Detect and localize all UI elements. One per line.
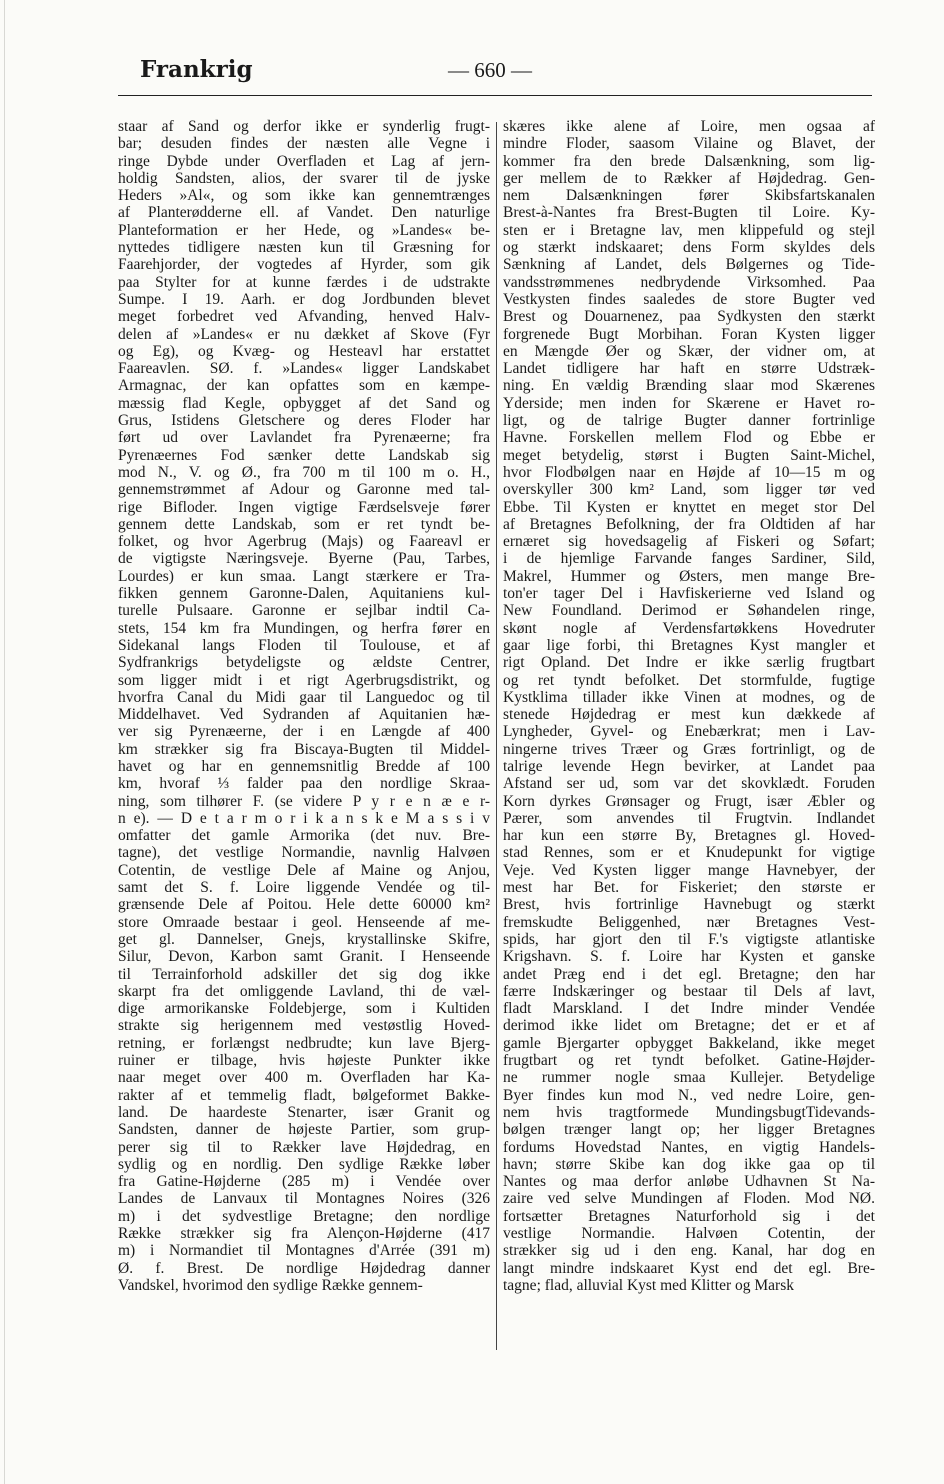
section-title: Frankrig: [140, 56, 253, 83]
text-line: Havne. Forskellen mellem Flod og Ebbe er: [503, 429, 875, 447]
text-line: Grus, Istidens Gletschere og deres Floder har: [118, 412, 490, 430]
text-line: Armagnac, der kan opfattes som en kæmpe-: [118, 377, 490, 395]
text-line: Lourdes) er kun smaa. Langt stærkere er Tra-: [118, 567, 490, 585]
text-line: meget forbedret ved Afvanding, henved Halv-: [118, 308, 490, 326]
text-line: tagne), det vestlige Normandie, navnlig Halvøen: [118, 844, 490, 862]
text-line: fremskudte Beliggenhed, nær Bretagnes Vest-: [503, 913, 875, 931]
text-line: Vestkysten findes saaledes de store Bugter ved: [503, 290, 875, 308]
text-line: talrige levende Hegn bevirker, at Landet paa: [503, 757, 875, 775]
text-line: Pyrenæernes Fod sænker dette Landskab sig: [118, 446, 490, 464]
text-line: ført ud over Lavlandet fra Pyrenæerne; fra: [118, 429, 490, 447]
text-line: store Omraade bestaar i geol. Henseende af me-: [118, 913, 490, 931]
text-line: mod N., V. og Ø., fra 700 m til 100 m o. H.,: [118, 463, 490, 481]
left-text-column: [118, 118, 490, 1350]
text-line: omfatter det gamle Armorika (det nuv. Bre-: [118, 827, 490, 845]
text-line: gamle Bjergarter opbygget Bakkeland, ikke meget: [503, 1034, 875, 1052]
text-line: staar af Sand og derfor ikke er synderlig frugt-: [118, 118, 490, 135]
text-line: fra Gatine-Højderne (285 m) i Vendée over: [118, 1173, 490, 1191]
text-line: ning, som tilhører F. (se videre P y r e n æ e r-: [118, 792, 490, 810]
text-line: Nantes og maa derfor anløbe Udhavnen St Na-: [503, 1173, 875, 1191]
text-line: Ebbe. Til Kysten er knyttet en meget stor Del: [503, 498, 875, 516]
text-line: mest har Bet. for Fiskeriet; den største er: [503, 879, 875, 897]
text-line: havn; større Skibe kan dog ikke gaa op til: [503, 1155, 875, 1173]
text-line: som ligger midt i et rigt Agerbrugsdistrikt, og: [118, 671, 490, 689]
text-line: og Eg), og Kvæg- og Hesteavl har erstattet: [118, 342, 490, 360]
text-line: til Terrainforhold adskiller det sig dog ikke: [118, 965, 490, 983]
text-line: skønt nogle af Verdensfartøkkens Hovedruter: [503, 619, 875, 637]
text-line: ringe Dybde under Overfladen et Lag af jern-: [118, 152, 490, 170]
text-line: tagne; flad, alluvial Kyst med Klitter og Marsk: [503, 1276, 794, 1294]
text-line: Landet tidligere har haft en større Udstræk-: [503, 360, 875, 378]
text-line: zaire ved selve Mundingen af Floden. Mod NØ.: [503, 1190, 875, 1208]
text-line: Kystklima tillader ikke Vinen at modnes, og de: [503, 688, 875, 706]
text-line: Faareavlen. SØ. f. »Landes« ligger Landskabet: [118, 360, 490, 378]
text-line: bølgen trænger langt op; her ligger Bretagnes: [503, 1121, 875, 1139]
text-line: Krigshavn. S. f. Loire har Kysten et ganske: [503, 948, 875, 966]
text-line: Sænkning af Landet, dels Bølgernes og Tide-: [503, 256, 875, 274]
page-number: — 660 —: [448, 58, 532, 82]
text-line: kommer fra den brede Dalsænkning, som lig-: [503, 152, 875, 170]
text-line: rigt Opland. Det Indre er ikke særlig frugtbart: [503, 654, 875, 672]
text-line: Sandsten, danner de højeste Partier, som grup-: [118, 1121, 490, 1139]
text-line: get gl. Dannelser, Gnejs, krystallinske Skifre,: [118, 930, 490, 948]
text-line: strakte sig herigennem med vestøstlig Hoved-: [118, 1017, 490, 1035]
text-line: perer sig til to Rækker lave Højdedrag, en: [118, 1138, 490, 1156]
text-line: overskyller 300 km² Land, som ligger tør ved: [503, 481, 875, 499]
text-line: frugtbart og ret tyndt befolket. Gatine-Højder-: [503, 1052, 875, 1070]
text-line: ernæret sig hovedsagelig af Fiskeri og Søfart;: [503, 533, 875, 551]
text-line: Afstand ser ud, som var det skovklædt. Foruden: [503, 775, 875, 793]
text-line: grænsende Dele af Poitou. Hele dette 60000 km²: [118, 896, 490, 914]
text-line: Sydfrankrigs betydeligste og ældste Centrer,: [118, 654, 490, 672]
text-line: gaar lige forbi, thi Bretagnes Kyst mangler et: [503, 636, 875, 654]
text-line: Række strækker sig fra Alençon-Højderne (417: [118, 1225, 490, 1242]
text-line: New Foundland. Derimod er Søhandelen ringe,: [503, 602, 875, 620]
text-line: mindre Floder, saasom Vilaine og Blavet, der: [503, 135, 875, 153]
text-line: sydlig og en nordlig. Den sydlige Række løber: [118, 1155, 490, 1173]
right-text-column: [503, 118, 875, 1350]
text-line: Cotentin, de vestlige Dele af Maine og Anjou,: [118, 861, 490, 879]
text-line: havet og har en gennemsnitlig Bredde af 100: [118, 757, 490, 775]
text-line: m) i det sydvestlige Bretagne; den nordlige: [118, 1207, 490, 1225]
text-line: folket, og hvor Agerbrug (Majs) og Faareavl er: [118, 533, 490, 551]
text-line: Brest-à-Nantes fra Brest-Bugten til Loire. Ky-: [503, 204, 875, 222]
text-line: nem hvis tragtformede MundingsbugtTidevands-: [503, 1103, 875, 1121]
text-line: Landes de Lanvaux til Montagnes Noires (326: [118, 1190, 490, 1208]
text-line: skæres ikke alene af Loire, men ogsaa af: [503, 118, 875, 135]
text-line: vestlige Normandie. Halvøen Cotentin, der: [503, 1225, 875, 1242]
text-line: ger mellem de to Rækker af Højdedrag. Gen-: [503, 169, 875, 187]
text-line: de vigtigste Næringsveje. Byerne (Pau, Tarbes,: [118, 550, 490, 568]
text-line: samt det S. f. Loire liggende Vendée og til-: [118, 879, 490, 897]
text-line: Makrel, Hummer og Østers, men mange Bre-: [503, 567, 875, 585]
text-line: dige armorikanske Foldebjerge, som i Kultiden: [118, 1000, 490, 1018]
text-line: stenede Højdedrag er mest kun dækkede af: [503, 706, 875, 724]
text-line: strækker sig ud i den eng. Kanal, har dog en: [503, 1242, 875, 1260]
text-line: af Planterødderne ell. af Vandet. Den naturlige: [118, 204, 490, 222]
text-line: gennemstrømmet af Adour og Garonne med tal-: [118, 481, 490, 499]
text-line: fladt Marskland. I det Indre minder Vendée: [503, 1000, 875, 1018]
text-line: Lyngheder, Gyvel- og Enebærkrat; men i Lav-: [503, 723, 875, 741]
text-line: en Mængde Øer og Skær, der vidner om, at: [503, 342, 875, 360]
text-line: ton'er tager Del i Havfiskerierne ved Island og: [503, 585, 875, 603]
text-line: Planteformation er her Hede, og »Landes« be-: [118, 221, 490, 239]
text-line: Heders »Al«, og som ikke kan gennemtrænges: [118, 187, 490, 205]
text-line: langt mindre indskaaret Kyst end det egl. Bre-: [503, 1259, 875, 1277]
text-line: Brest, hvis fortrinlige Havnebugt og stærkt: [503, 896, 875, 914]
text-line: Yderside; men inden for Skærene er Havet ro-: [503, 394, 875, 412]
scan-edge: [4, 0, 5, 1484]
text-line: retning, er forlængst nedbrudte; kun lave Bjerg-: [118, 1034, 490, 1052]
text-line: Middelhavet. Ved Sydranden af Aquitanien hæ-: [118, 706, 490, 724]
column-divider: [496, 122, 497, 1350]
text-line: vandsstrømmenes nedbrydende Virksomhed. Paa: [503, 273, 875, 291]
text-line: fikken gennem Garonne-Dalen, Aquitaniens kul-: [118, 585, 490, 603]
text-line: Korn dyrkes Grønsager og Frugt, især Æbler og: [503, 792, 875, 810]
text-line: forgrenede Bugt Morbihan. Foran Kysten ligger: [503, 325, 875, 343]
text-line: turelle Pulsaare. Garonne er sejlbar indtil Ca-: [118, 602, 490, 620]
text-line: derimod ikke lidet om Bretagne; det er et af: [503, 1017, 875, 1035]
text-line: n e). — D e t a r m o r i k a n s k e M a s s i v: [118, 809, 490, 827]
text-line: Sidekanal langs Floden til Toulouse, et af: [118, 636, 490, 654]
text-line: holdig Sandsten, alios, der svarer til de jyske: [118, 169, 490, 187]
text-line: Byer findes kun mod N., ved nedre Loire, gen-: [503, 1086, 875, 1104]
text-line: stets, 154 km fra Mundingen, og herfra fører en: [118, 619, 490, 637]
text-line: m) i Normandiet til Montagnes d'Arrée (391 m): [118, 1242, 490, 1260]
text-line: stad Rennes, som er et Knudepunkt for vigtige: [503, 844, 875, 862]
text-line: sten er i Bretagne lav, men klippefuld og stejl: [503, 221, 875, 239]
text-line: Silur, Devon, Karbon samt Granit. I Henseende: [118, 948, 490, 966]
text-line: Vandskel, hvorimod den sydlige Række gennem-: [118, 1276, 423, 1294]
text-line: rakter af et temmelig fladt, bølgeformet Bakke-: [118, 1086, 490, 1104]
text-line: gennem dette Landskab, som er ret tyndt be-: [118, 515, 490, 533]
text-line: ningerne trives Træer og Græs fortrinligt, og de: [503, 740, 875, 758]
text-line: andet Præg end i det egl. Bretagne; den har: [503, 965, 875, 983]
text-line: ver sig Pyrenæerne, der i en Længde af 400: [118, 723, 490, 741]
header-rule: [118, 95, 872, 96]
page-header: [0, 0, 944, 96]
text-line: km, hvoraf ⅓ falder paa den nordlige Skraa-: [118, 775, 490, 793]
text-line: Faarehjorder, der vogtedes af Hyrder, som gik: [118, 256, 490, 274]
text-line: km strækker sig fra Biscaya-Bugten til Middel-: [118, 740, 490, 758]
text-line: ruiner er tilbage, hvis højeste Punkter ikke: [118, 1052, 490, 1070]
text-line: nyttedes tidligere næsten kun til Græsning for: [118, 239, 490, 257]
text-line: i de hjemlige Farvande fanges Sardiner, Sild,: [503, 550, 875, 568]
text-line: rige Bifloder. Ingen vigtige Færdselsveje fører: [118, 498, 490, 516]
text-line: delen af »Landes« er nu dækket af Skove (Fyr: [118, 325, 490, 343]
text-line: paa Stylter for at kunne færdes i de udstrakte: [118, 273, 490, 291]
text-line: færre Indskæringer og bestaar til Dels af lavt,: [503, 982, 875, 1000]
text-line: naar meget over 400 m. Overfladen har Ka-: [118, 1069, 490, 1087]
text-line: spids, har gjort den til F.'s vigtigste atlantiske: [503, 930, 875, 948]
text-line: Pærer, som anvendes til Frugtvin. Indlandet: [503, 809, 875, 827]
text-line: land. De haardeste Stenarter, især Granit og: [118, 1103, 490, 1121]
text-line: hvorfra Canal du Midi gaar til Languedoc og til: [118, 688, 490, 706]
text-line: ning. En vældig Brænding slaar mod Skærenes: [503, 377, 875, 395]
text-line: og ret tyndt befolket. Det stormfulde, fugtige: [503, 671, 875, 689]
text-line: meget betydelig, størst i Bugten Saint-Michel,: [503, 446, 875, 464]
text-line: nem Dalsænkningen fører Skibsfartskanalen: [503, 187, 875, 205]
text-line: af Bretagnes Befolkning, der fra Oldtiden af har: [503, 515, 875, 533]
text-line: ne rummer nogle smaa Kullejer. Betydelige: [503, 1069, 875, 1087]
text-line: fordums Hovedstad Nantes, en vigtig Handels-: [503, 1138, 875, 1156]
text-line: ligt, og de talrige Bugter danner fortrinlige: [503, 412, 875, 430]
text-line: Sumpe. I 19. Aarh. er dog Jordbunden blevet: [118, 290, 490, 308]
text-line: mæssig flad Kegle, opbygget af det Sand og: [118, 394, 490, 412]
text-line: har kun een større By, Bretagnes gl. Hoved-: [503, 827, 875, 845]
text-line: og stærkt indskaaret; dens Form skyldes dels: [503, 239, 875, 257]
text-line: skarpt fra det omliggende Lavland, thi de væl-: [118, 982, 490, 1000]
text-line: bar; desuden findes der næsten alle Vegne i: [118, 135, 490, 153]
text-line: Brest og Douarnenez, paa Sydkysten den stærkt: [503, 308, 875, 326]
text-line: fortsætter Bretagnes Naturforhold sig i det: [503, 1207, 875, 1225]
text-line: Veje. Ved Kysten ligger mange Havnebyer, der: [503, 861, 875, 879]
text-line: hvor Flodbølgen naar en Højde af 10—15 m og: [503, 463, 875, 481]
text-line: Ø. f. Brest. De nordlige Højdedrag danner: [118, 1259, 490, 1277]
